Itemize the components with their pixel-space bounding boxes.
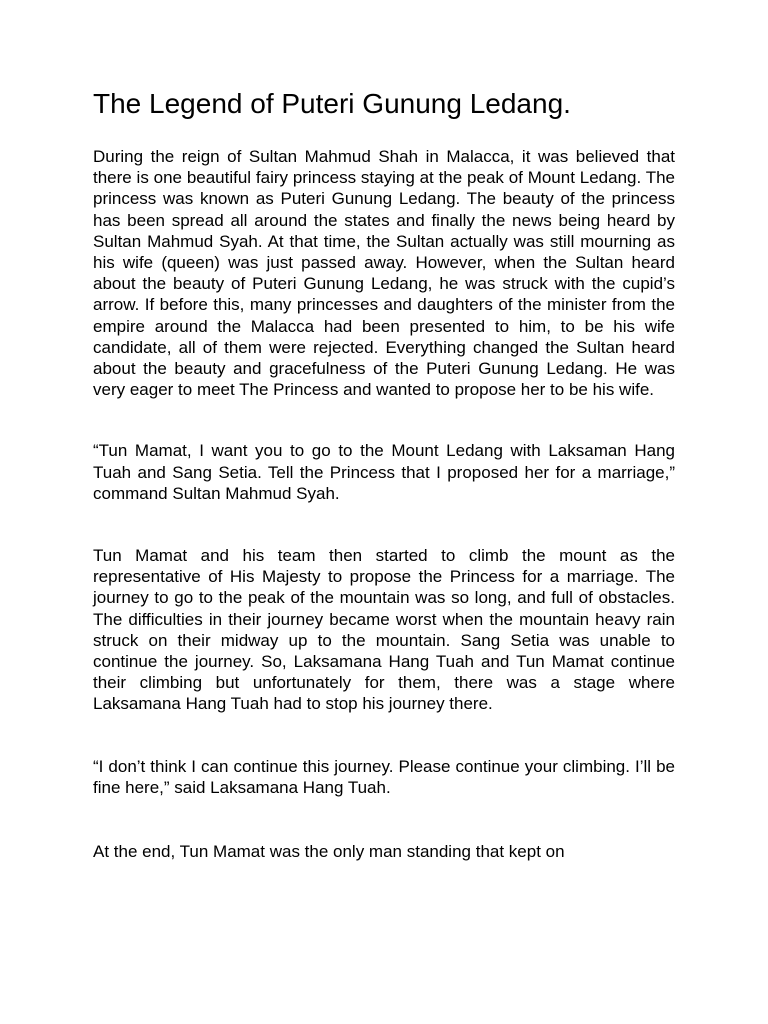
paragraph-ending: At the end, Tun Mamat was the only man standing that kept on <box>93 842 565 862</box>
paragraph-sultan-command: “Tun Mamat, I want you to go to the Mount Ledang with Laksaman Hang Tuah and Sang Setia. Tell the Princess that I proposed her for a marriage,” command Sultan Mahmud Syah. <box>93 441 675 503</box>
paragraph-hang-tuah-quote: “I don’t think I can continue this journey. Please continue your climbing. I’ll be fine here,” said Laksamana Hang Tuah. <box>93 756 675 797</box>
document-title: The Legend of Puteri Gunung Ledang. <box>93 88 571 119</box>
paragraph-intro: During the reign of Sultan Mahmud Shah in Malacca, it was believed that there is one beautiful fairy princess staying at the peak of Mount Ledang. The princess was known as Puteri Gunung Ledang. The beauty of the princess has been spread all around the states and finally the news being heard by Sultan Mahmud Syah. At that time, the Sultan actually was still mourning as his wife (queen) was just passed away. However, when the Sultan heard about the beauty of Puteri Gunung Ledang, he was struck with the cupid’s arrow. If before this, many princesses and daughters of the minister from the empire around the Malacca had been presented to him, to be his wife candidate, all of them were rejected. Everything changed the Sultan heard about the beauty and gracefulness of the Puteri Gunung Ledang. He was very eager to meet The Princess and wanted to propose her to be his wife. <box>93 147 675 400</box>
document-page <box>93 86 675 862</box>
paragraph-journey: Tun Mamat and his team then started to climb the mount as the representative of His Majesty to propose the Princess for a marriage. The journey to go to the peak of the mountain was so long, and full of obstacles. The difficulties in their journey became worst when the mountain heavy rain struck on their midway up to the mountain. Sang Setia was unable to continue the journey. So, Laksamana Hang Tuah and Tun Mamat continue their climbing but unfortunately for them, there was a stage where Laksamana Hang Tuah had to stop his journey there. <box>93 546 675 714</box>
